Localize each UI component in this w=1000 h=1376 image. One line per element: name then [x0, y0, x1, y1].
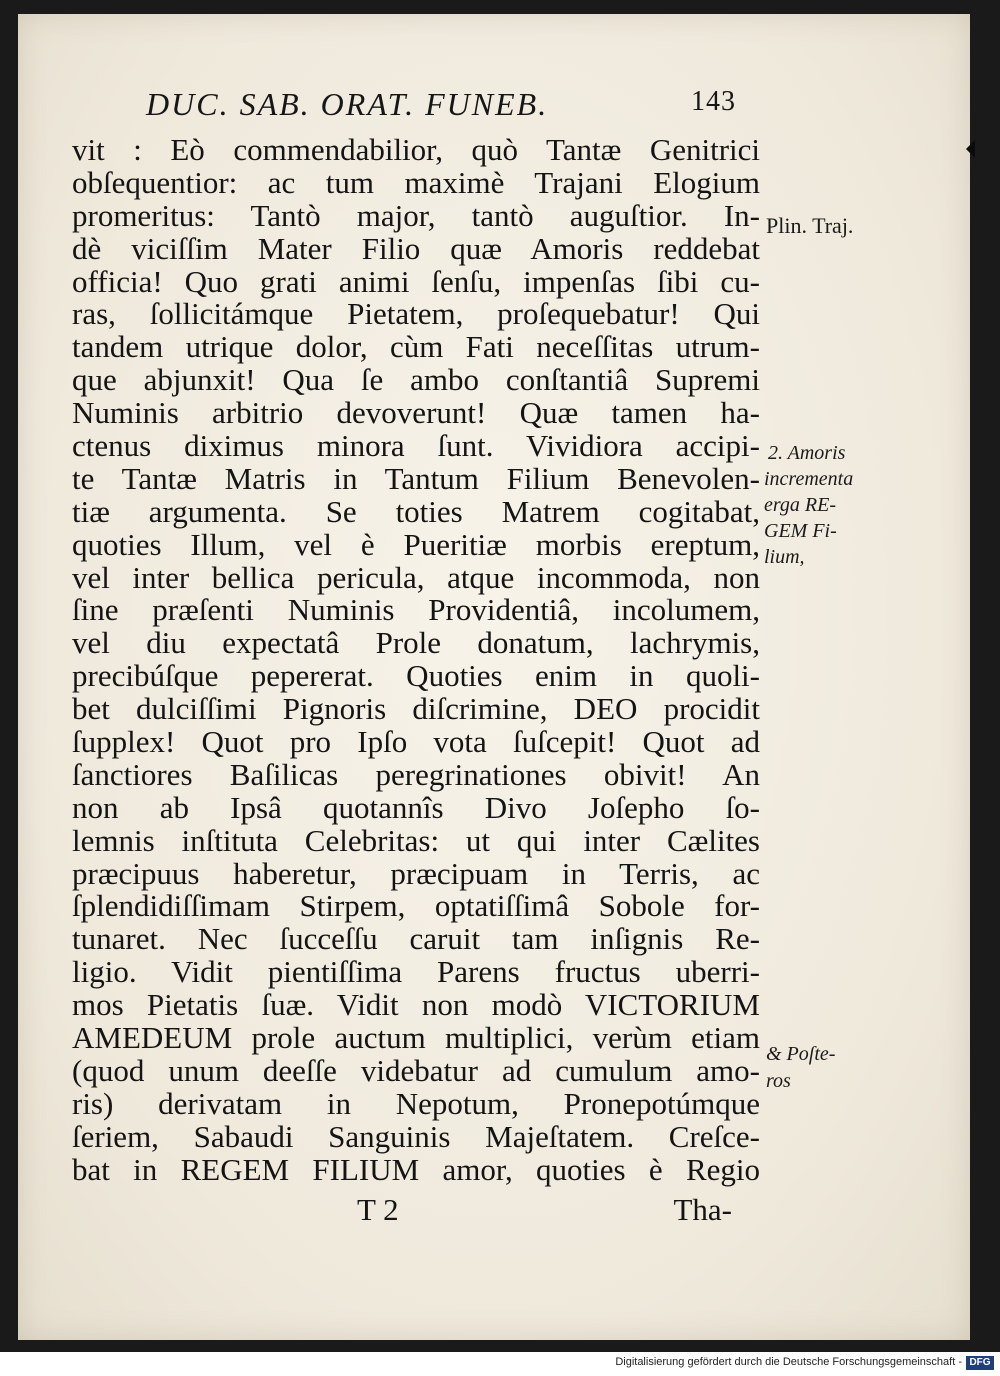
text-line: Numinis arbitrio devoverunt! Quæ tamen ha- [72, 395, 760, 431]
text-line: bat in REGEM FILIUM amor, quoties è Regio [72, 1151, 760, 1187]
text-line: officia! Quo grati animi ſenſu, impenſas ſibi cu- [72, 263, 760, 299]
text-line: ctenus diximus minora ſunt. Vividiora accipi- [72, 428, 760, 464]
text-line: præcipuus haberetur, præcipuam in Terris, ac [72, 855, 760, 891]
page-number: 143 [691, 86, 736, 117]
catchword: Tha- [673, 1192, 732, 1227]
text-line: tiæ argumenta. Se toties Matrem cogitabat, [72, 493, 760, 529]
text-line: lemnis inſtituta Celebritas: ut qui inter Cælites [72, 822, 760, 858]
text-line: bet dulciſſimi Pignoris diſcrimine, DEO procidit [72, 691, 760, 727]
text-line: ſplendidiſſimam Stirpem, optatiſſimâ Sobole for- [72, 888, 760, 924]
text-line: obſequentior: ac tum maximè Trajani Elogium [72, 164, 760, 200]
text-line: ſeriem, Sabaudi Sanguinis Majeſtatem. Creſce- [72, 1118, 760, 1154]
margin-notes [760, 0, 910, 1340]
dfg-logo: DFG [966, 1356, 994, 1370]
margin-note-amoris: 2. Amoris [768, 442, 846, 464]
text-line: non ab Ipsâ quotannîs Divo Joſepho ſo- [72, 789, 760, 825]
page-edge-marker [966, 140, 975, 158]
text-line: vel diu expectatâ Prole donatum, lachrymis, [72, 625, 760, 661]
text-line: te Tantæ Matris in Tantum Filium Benevolen- [72, 460, 760, 496]
margin-note-posteros: & Poſte- [766, 1043, 836, 1065]
margin-note-plin: Plin. Traj. [766, 213, 854, 238]
running-head [146, 86, 736, 132]
text-line: dè viciſſim Mater Filio quæ Amoris reddebat [72, 230, 760, 266]
text-line: ſanctiores Baſilicas peregrinationes obivit! An [72, 756, 760, 792]
text-line: quoties Illum, vel è Pueritiæ morbis ereptum, [72, 526, 760, 562]
margin-note-erga: erga RE- [764, 494, 837, 516]
running-head-title: DUC. SAB. ORAT. FUNEB. [146, 86, 549, 122]
margin-note-lium: lium, [764, 546, 805, 568]
footer-credit: Digitalisierung gefördert durch die Deutsche Forschungsgemeinschaft - [615, 1356, 962, 1368]
text-line: vel inter bellica pericula, atque incommoda, non [72, 559, 760, 595]
text-line: vit : Eò commendabilior, quò Tantæ Genitrici [72, 132, 760, 167]
margin-note-incrementa: incrementa [764, 468, 854, 490]
text-line: ligio. Vidit pientiſſima Parens fructus uberri- [72, 954, 760, 990]
text-line: tunaret. Nec ſucceſſu caruit tam inſignis Re- [72, 921, 760, 957]
signature-mark: T 2 [357, 1192, 399, 1227]
text-line: precibúſque pepererat. Quoties enim in quoli- [72, 658, 760, 694]
signature-line [72, 1192, 760, 1232]
text-line: (quod unum deeſſe videbatur ad cumulum amo- [72, 1052, 760, 1088]
text-line: ſine præſenti Numinis Providentiâ, incolumem, [72, 592, 760, 628]
text-line: tandem utrique dolor, cùm Fati neceſſitas utrum- [72, 329, 760, 365]
text-line: ſupplex! Quot pro Ipſo vota ſuſcepit! Quot ad [72, 724, 760, 760]
text-line: AMEDEUM prole auctum multiplici, verùm etiam [72, 1020, 760, 1056]
margin-note-ros: ros [766, 1070, 791, 1092]
text-line: ras, ſollicitámque Pietatem, proſequebatur! Qui [72, 296, 760, 332]
text-line: que abjunxit! Qua ſe ambo conſtantiâ Supremi [72, 362, 760, 398]
margin-note-gem: GEM Fi- [764, 520, 837, 542]
footer-bar [0, 1352, 1000, 1376]
text-line: mos Pietatis ſuæ. Vidit non modò VICTORIUM [72, 987, 760, 1023]
text-line: promeritus: Tantò major, tantò auguſtior. In- [72, 197, 760, 233]
text-line: ris) derivatam in Nepotum, Pronepotúmque [72, 1085, 760, 1121]
body-text [72, 134, 760, 1187]
